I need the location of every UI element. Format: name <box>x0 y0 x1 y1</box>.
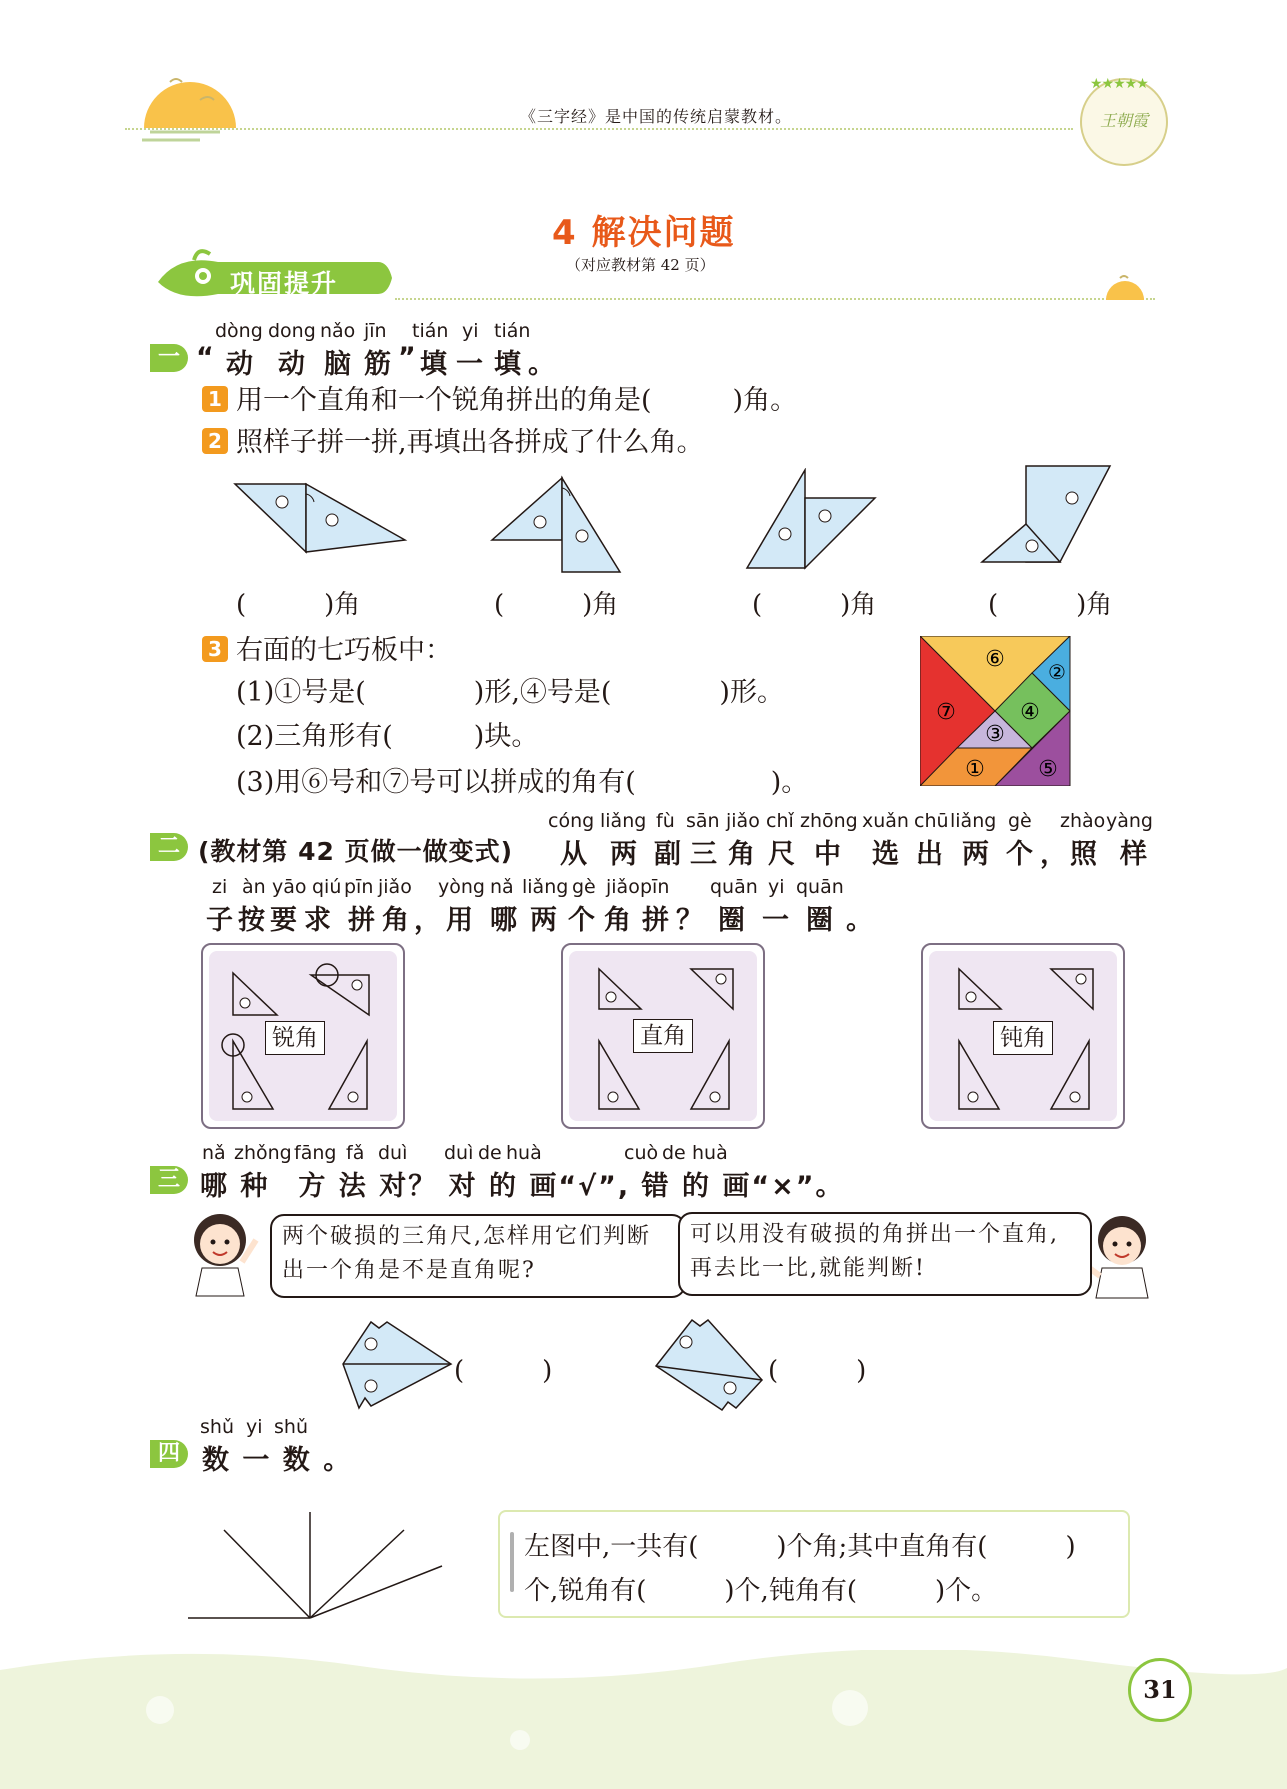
judge-answer-1[interactable]: ( ) <box>454 1356 553 1386</box>
pinyin: tián <box>412 320 449 342</box>
pinyin: jiǎo <box>606 876 640 898</box>
pinyin: quān <box>710 876 758 898</box>
q3-item-2: (2)三角形有( )块。 <box>236 721 539 752</box>
section-badge-2: 二 <box>150 833 188 861</box>
sec1-hanzi: 一 <box>456 349 485 380</box>
hanzi: 中 <box>814 839 843 870</box>
count-answer-box <box>498 1510 1130 1618</box>
pinyin: liǎng <box>522 876 569 898</box>
brand-logo <box>1080 78 1168 166</box>
question-1 <box>202 378 797 417</box>
header-sun-decoration <box>130 70 250 150</box>
pinyin: fǎ <box>346 1142 365 1164</box>
q3-item-3: (3)用⑥号和⑦号可以拼成的角有( )。 <box>236 767 809 798</box>
girl-character-icon <box>182 1206 268 1298</box>
pinyin: liǎng <box>950 810 997 832</box>
sec1-heading-quote-close: ” <box>398 342 418 373</box>
tangram-label: ① <box>965 757 985 782</box>
angle-card-right[interactable] <box>561 943 765 1129</box>
triangle-figure-3 <box>745 468 880 580</box>
angle-card-obtuse[interactable] <box>921 943 1125 1129</box>
broken-set-square-figure-2 <box>652 1316 772 1412</box>
hanzi: 。 <box>846 905 875 936</box>
sec1-hanzi: 脑 <box>324 349 353 380</box>
hanzi: 用 <box>446 905 475 936</box>
hanzi: 圈 <box>806 905 835 936</box>
pinyin: jīn <box>364 320 387 342</box>
pinyin: shǔ <box>274 1416 308 1438</box>
pinyin: zhǒng <box>234 1142 292 1164</box>
hanzi: 三 <box>690 839 719 870</box>
scroll-handle-icon <box>510 1532 514 1592</box>
judge-answer-2[interactable]: ( ) <box>768 1356 867 1386</box>
hanzi: 角 <box>728 839 757 870</box>
pinyin: gè <box>572 876 596 898</box>
pinyin: jiǎo <box>378 876 412 898</box>
hanzi: 照 <box>1070 839 1099 870</box>
hanzi: 两 <box>962 839 991 870</box>
section-badge-3: 三 <box>150 1166 188 1194</box>
pinyin: de <box>478 1142 502 1164</box>
triangle-figure-1 <box>230 470 410 580</box>
pinyin: huà <box>692 1142 728 1164</box>
sec1-hanzi: 动 <box>278 349 307 380</box>
question-number-badge: 3 <box>202 636 228 662</box>
count-question-line-2: 个,锐角有( )个,钝角有( )个。 <box>524 1576 998 1606</box>
page-title: 4 解决问题 <box>552 213 736 253</box>
pinyin: yi <box>246 1416 263 1438</box>
pinyin: dong <box>268 320 316 342</box>
tangram-label: ⑦ <box>936 700 956 725</box>
footer-wave-decoration <box>0 1650 1287 1789</box>
hanzi: 出 <box>916 839 945 870</box>
pinyin: pīn <box>640 876 670 898</box>
page-number: 31 <box>1143 1675 1177 1704</box>
hanzi: 一 <box>762 905 791 936</box>
pinyin: nǎo <box>320 320 356 342</box>
hanzi: 尺 <box>768 839 797 870</box>
header-motto: 《三字经》是中国的传统启蒙教材。 <box>520 107 793 126</box>
pinyin: pīn <box>344 876 374 898</box>
pinyin: fù <box>656 810 675 832</box>
tangram-label: ⑥ <box>985 647 1005 672</box>
card-label: 钝角 <box>993 1021 1053 1055</box>
logo-text: 王朝霞 <box>1099 111 1148 130</box>
pinyin: huà <box>506 1142 542 1164</box>
hanzi: 要 <box>270 905 299 936</box>
title-divider <box>395 298 1155 300</box>
pinyin: cuò <box>624 1142 659 1164</box>
pinyin: àn <box>242 876 266 898</box>
pinyin: sān <box>686 810 720 832</box>
hanzi: 副 <box>654 839 683 870</box>
pinyin: yòng <box>438 876 485 898</box>
card-label: 锐角 <box>265 1021 325 1055</box>
pinyin: zhào <box>1060 810 1106 832</box>
question-1-text: 用一个直角和一个锐角拼出的角是( )角。 <box>236 385 798 416</box>
pinyin: nǎ <box>202 1142 226 1164</box>
hanzi: 子 <box>206 905 235 936</box>
pinyin: nǎ <box>490 876 514 898</box>
hanzi: 角 <box>382 905 411 936</box>
answer-blank-2[interactable]: ( )角 <box>494 590 619 620</box>
hanzi: 选 <box>872 839 901 870</box>
page-number-badge <box>1128 1658 1192 1722</box>
sec1-heading-quote-open: “ <box>196 342 216 373</box>
sec1-hanzi: 填 <box>420 349 449 380</box>
pinyin: dòng <box>215 320 263 342</box>
section-tag-label: 巩固提升 <box>230 269 339 298</box>
tangram-figure <box>920 636 1072 786</box>
hanzi: 样 <box>1120 839 1149 870</box>
pinyin: quān <box>796 876 844 898</box>
speech-bubble-left: 两个破损的三角尺,怎样用它们判断出一个角是不是直角呢? <box>270 1214 686 1298</box>
pinyin: chū <box>914 810 949 832</box>
hanzi: ， <box>414 905 443 936</box>
tangram-label: ⑤ <box>1038 757 1058 782</box>
pinyin: chǐ <box>766 810 794 832</box>
angle-card-acute[interactable] <box>201 943 405 1129</box>
pinyin: shǔ <box>200 1416 234 1438</box>
sec1-hanzi: 。 <box>528 349 557 380</box>
pinyin: xuǎn <box>862 810 909 832</box>
tangram-label: ③ <box>985 722 1005 747</box>
sec3-heading: 哪 种 方 法 对？ 对 的 画“√”, 错 的 画“×”。 <box>200 1171 845 1202</box>
hanzi: 圈 <box>718 905 747 936</box>
question-number-badge: 2 <box>202 428 228 454</box>
pinyin: yāo <box>272 876 307 898</box>
triangle-figure-2 <box>490 468 630 580</box>
header-divider <box>125 128 1073 130</box>
answer-blank-3[interactable]: ( )角 <box>752 590 877 620</box>
broken-set-square-figure-1 <box>335 1318 455 1412</box>
answer-blank-1[interactable]: ( )角 <box>236 590 361 620</box>
answer-blank-4[interactable]: ( )角 <box>988 590 1113 620</box>
angle-rays-figure <box>188 1508 448 1620</box>
hanzi: ， <box>1040 839 1069 870</box>
pinyin: de <box>662 1142 686 1164</box>
page-subtitle: （对应教材第 42 页） <box>566 256 715 274</box>
pinyin: duì <box>378 1142 408 1164</box>
question-3-text: 右面的七巧板中： <box>236 635 452 666</box>
pinyin: liǎng <box>600 810 647 832</box>
question-2 <box>202 420 704 459</box>
pinyin: jiǎo <box>726 810 760 832</box>
hanzi: ？ <box>676 905 705 936</box>
sec2-source-note: (教材第 42 页做一做变式) <box>198 837 514 866</box>
pinyin: qiú <box>312 876 342 898</box>
section-badge-4: 四 <box>150 1440 188 1468</box>
pinyin: zhōng <box>800 810 858 832</box>
section-badge-1: 一 <box>150 344 188 372</box>
hanzi: 两 <box>610 839 639 870</box>
pinyin: fāng <box>294 1142 337 1164</box>
card-label: 直角 <box>633 1019 693 1053</box>
pinyin: zi <box>212 876 228 898</box>
pinyin: tián <box>494 320 531 342</box>
pinyin: gè <box>1008 810 1032 832</box>
count-question-line-1: 左图中,一共有( )个角;其中直角有( ) <box>524 1532 1076 1562</box>
pinyin: yi <box>768 876 785 898</box>
tangram-label: ② <box>1048 660 1066 684</box>
logo-stars-icon: ★★★★★ <box>1090 76 1148 92</box>
tangram-label: ④ <box>1020 700 1040 725</box>
pinyin: cóng <box>548 810 595 832</box>
hanzi: 角 <box>604 905 633 936</box>
pinyin: yi <box>462 320 479 342</box>
q3-item-1: (1)①号是( )形,④号是( )形。 <box>236 677 784 708</box>
sec1-hanzi: 筋 <box>364 349 393 380</box>
pinyin: yàng <box>1106 810 1153 832</box>
hanzi: 拼 <box>348 905 377 936</box>
question-2-text: 照样子拼一拼,再填出各拼成了什么角。 <box>236 427 704 458</box>
triangle-figure-4 <box>980 464 1115 576</box>
question-number-badge: 1 <box>202 386 228 412</box>
hanzi: 拼 <box>642 905 671 936</box>
hanzi: 从 <box>560 839 589 870</box>
small-sun-icon <box>1100 270 1150 306</box>
question-3 <box>202 628 452 667</box>
sec1-hanzi: 动 <box>226 349 255 380</box>
hanzi: 哪 <box>490 905 519 936</box>
sec1-hanzi: 填 <box>494 349 523 380</box>
hanzi: 按 <box>238 905 267 936</box>
hanzi: 个 <box>568 905 597 936</box>
hanzi: 求 <box>304 905 333 936</box>
sec4-heading: 数 一 数 。 <box>202 1445 353 1476</box>
speech-bubble-right: 可以用没有破损的角拼出一个直角,再去比一比,就能判断! <box>678 1212 1092 1296</box>
hanzi: 两 <box>530 905 559 936</box>
pinyin: duì <box>444 1142 474 1164</box>
hanzi: 个 <box>1006 839 1035 870</box>
